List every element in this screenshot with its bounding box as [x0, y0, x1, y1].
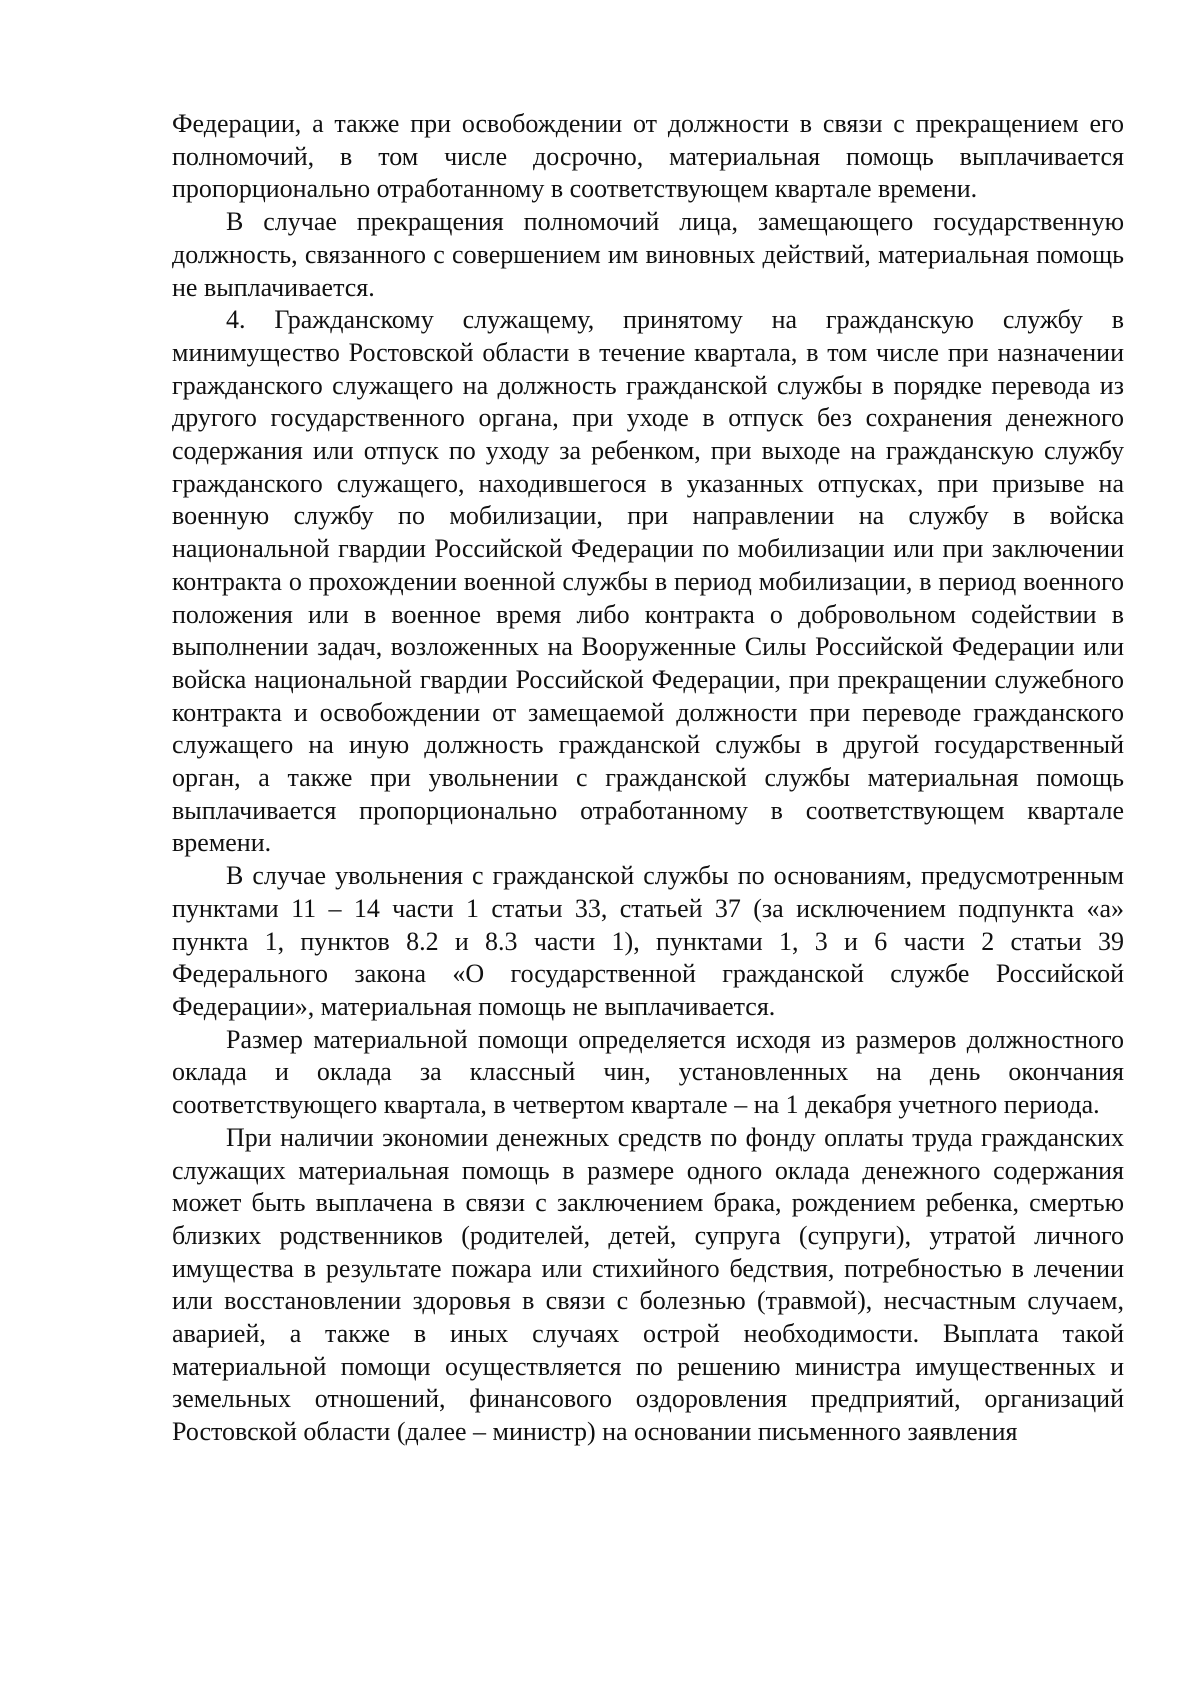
paragraph-continuation: Федерации, а также при освобождении от должности в связи с прекращением его полномочий, в том числе досрочно, материальная помощь выплачивается пропорционально отработанному в соответствующем квартале времени. [172, 109, 1124, 204]
paragraph-termination-of-powers: В случае прекращения полномочий лица, замещающего государственную должность, связанного с совершением им виновных действий, материальная помощь не выплачивается. [172, 207, 1124, 302]
paragraph-item-4: 4. Гражданскому служащему, принятому на гражданскую службу в минимущество Ростовской области в течение квартала, в том числе при назначении гражданского служащего на должность гражданской службы в порядке перевода из другого государственного органа, при уходе в отпуск без сохранения денежного содержания или отпуск по уходу за ребенком, при выходе на гражданскую службу гражданского служащего, находившегося в указанных отпусках, при призыве на военную службу по мобилизации, при направлении на службу в войска национальной гвардии Российской Федерации по мобилизации или при заключении контракта о прохождении военной службы в период мобилизации, в период военного положения или в военное время либо контракта о добровольном содействии в выполнении задач, возложенных на Вооруженные Силы Российской Федерации или войска национальной гвардии Российской Федерации, при прекращении служебного контракта и освобождении от замещаемой должности при переводе гражданского служащего на иную должность гражданской службы в другой государственный орган, а также при увольнении с гражданской службы материальная помощь выплачивается пропорционально отработанному в соответствующем квартале времени. [172, 305, 1124, 858]
paragraph-aid-amount: Размер материальной помощи определяется исходя из размеров должностного оклада и оклада за классный чин, установленных на день окончания соответствующего квартала, в четвертом квартале – на 1 декабря учетного периода. [172, 1024, 1124, 1120]
paragraph-dismissal-grounds: В случае увольнения с гражданской службы по основаниям, предусмотренным пунктами 11 – 14 части 1 статьи 33, статьей 37 (за исключением подпункта «а» пункта 1, пунктов 8.2 и 8.3 части 1), пунктами 1, 3 и 6 части 2 статьи 39 Федерального закона «О государственной гражданской службе Российской Федерации», материальная помощь не выплачивается. [172, 861, 1124, 1021]
document-page [172, 108, 1124, 1449]
paragraph-savings-aid: При наличии экономии денежных средств по фонду оплаты труда гражданских служащих материальная помощь в размере одного оклада денежного содержания может быть выплачена в связи с заключением брака, рождением ребенка, смертью близких родственников (родителей, детей, супруга (супруги), утратой личного имущества в результате пожара или стихийного бедствия, потребностью в лечении или восстановлении здоровья в связи с болезнью (травмой), несчастным случаем, аварией, а также в иных случаях острой необходимости. Выплата такой материальной помощи осуществляется по решению министра имущественных и земельных отношений, финансового оздоровления предприятий, организаций Ростовской области (далее – министр) на основании письменного заявления [172, 1122, 1124, 1447]
